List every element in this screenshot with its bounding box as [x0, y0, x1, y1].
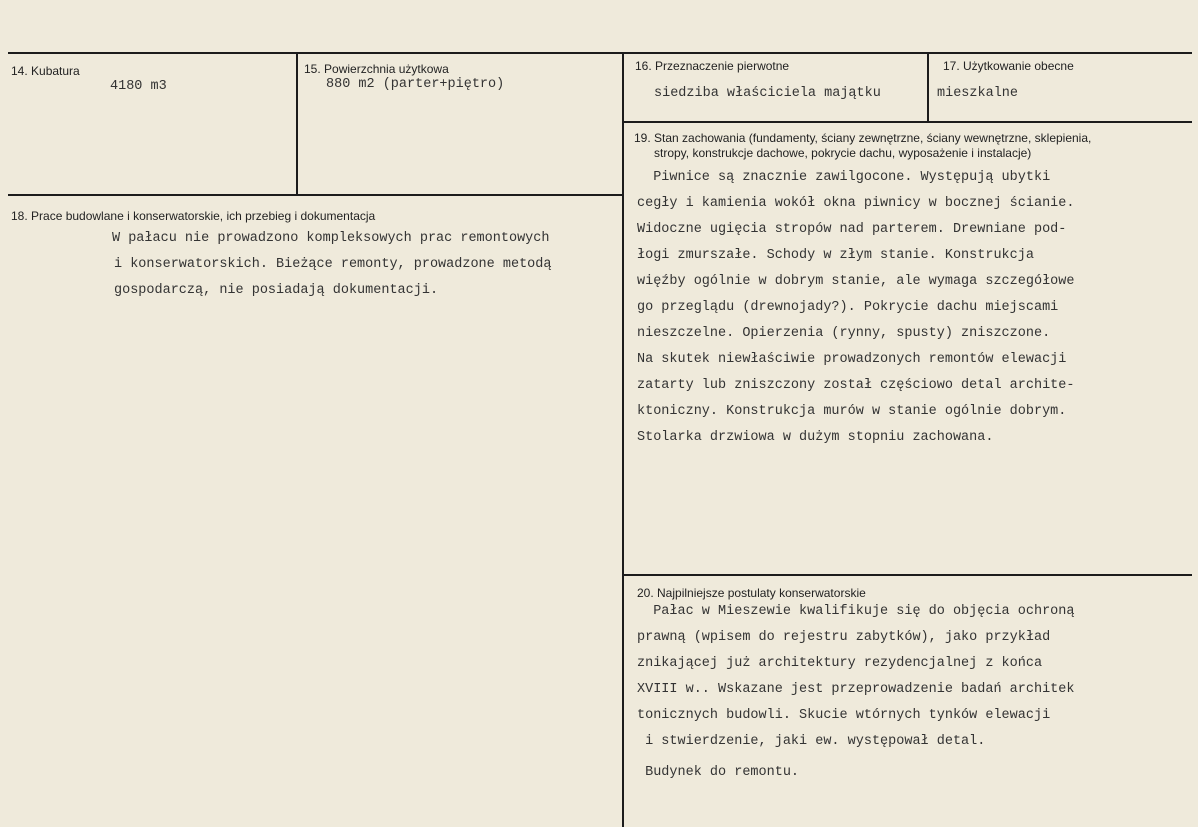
field-15-label: 15. Powierzchnia użytkowa: [304, 62, 449, 76]
field-16-value: siedziba właściciela majątku: [654, 86, 881, 101]
text-line: tonicznych budowli. Skucie wtórnych tynków elewacji: [637, 708, 1051, 723]
divider-16-17: [927, 52, 929, 122]
text-line: łogi zmurszałe. Schody w złym stanie. Konstrukcja: [637, 248, 1034, 263]
text-line: cegły i kamienia wokół okna piwnicy w bocznej ścianie.: [637, 196, 1075, 211]
field-17-value: mieszkalne: [937, 86, 1019, 101]
field-16-label: 16. Przeznaczenie pierwotne: [635, 59, 790, 73]
rule-field-19-bottom: [624, 574, 1192, 576]
text-line: i konserwatorskich. Bieżące remonty, prowadzone metodą: [114, 257, 552, 272]
text-line: Piwnice są znacznie zawilgocone. Występują ubytki: [637, 170, 1051, 185]
field-18-text: [112, 226, 551, 304]
text-line: nieszczelne. Opierzenia (rynny, spusty) zniszczone.: [637, 326, 1051, 341]
field-19-label-line-2: stropy, konstrukcje dachowe, pokrycie dachu, wyposażenie i instalacje): [654, 146, 1032, 160]
text-line: prawną (wpisem do rejestru zabytków), jako przykład: [637, 630, 1051, 645]
text-line: Widoczne ugięcia stropów nad parterem. Drewniane pod-: [637, 222, 1067, 237]
field-14-label: 14. Kubatura: [11, 64, 80, 78]
text-line: W pałacu nie prowadzono kompleksowych prac remontowych: [112, 231, 550, 246]
field-19-label-line-1: 19. Stan zachowania (fundamenty, ściany zewnętrzne, ściany wewnętrzne, sklepienia,: [634, 131, 1092, 145]
text-line: XVIII w.. Wskazane jest przeprowadzenie badań architek: [637, 682, 1075, 697]
text-line: zatarty lub zniszczony został częściowo detal archite-: [637, 378, 1075, 393]
text-line: Na skutek niewłaściwie prowadzonych remontów elewacji: [637, 352, 1067, 367]
text-line: go przeglądu (drewnojady?). Pokrycie dachu miejscami: [637, 300, 1059, 315]
text-line: gospodarczą, nie posiadają dokumentacji.: [114, 283, 439, 298]
text-line: Pałac w Mieszewie kwalifikuje się do objęcia ochroną: [637, 604, 1075, 619]
field-19-text: [637, 165, 1074, 451]
divider-14-15: [296, 52, 298, 196]
field-15-value: 880 m2 (parter+piętro): [326, 77, 505, 92]
field-14-value: 4180 m3: [110, 79, 167, 94]
text-line: więźby ogólnie w dobrym stanie, ale wymaga szczegółowe: [637, 274, 1075, 289]
field-20-closing: Budynek do remontu.: [637, 765, 800, 780]
field-20-text: [637, 599, 1074, 755]
text-line: ktoniczny. Konstrukcja murów w stanie ogólnie dobrym.: [637, 404, 1067, 419]
field-20-label: 20. Najpilniejsze postulaty konserwatorskie: [637, 586, 866, 600]
field-17-label: 17. Użytkowanie obecne: [943, 59, 1074, 73]
rule-fields-16-17-bottom: [624, 121, 1192, 123]
text-line: i stwierdzenie, jaki ew. występował detal.: [637, 734, 986, 749]
text-line: znikającej już architektury rezydencjalnej z końca: [637, 656, 1043, 671]
rule-fields-14-15-bottom: [8, 194, 624, 196]
field-18-label: 18. Prace budowlane i konserwatorskie, ich przebieg i dokumentacja: [11, 209, 376, 223]
text-line: Stolarka drzwiowa w dużym stopniu zachowana.: [637, 430, 994, 445]
top-rule: [8, 52, 1192, 54]
divider-main-column: [622, 52, 624, 827]
